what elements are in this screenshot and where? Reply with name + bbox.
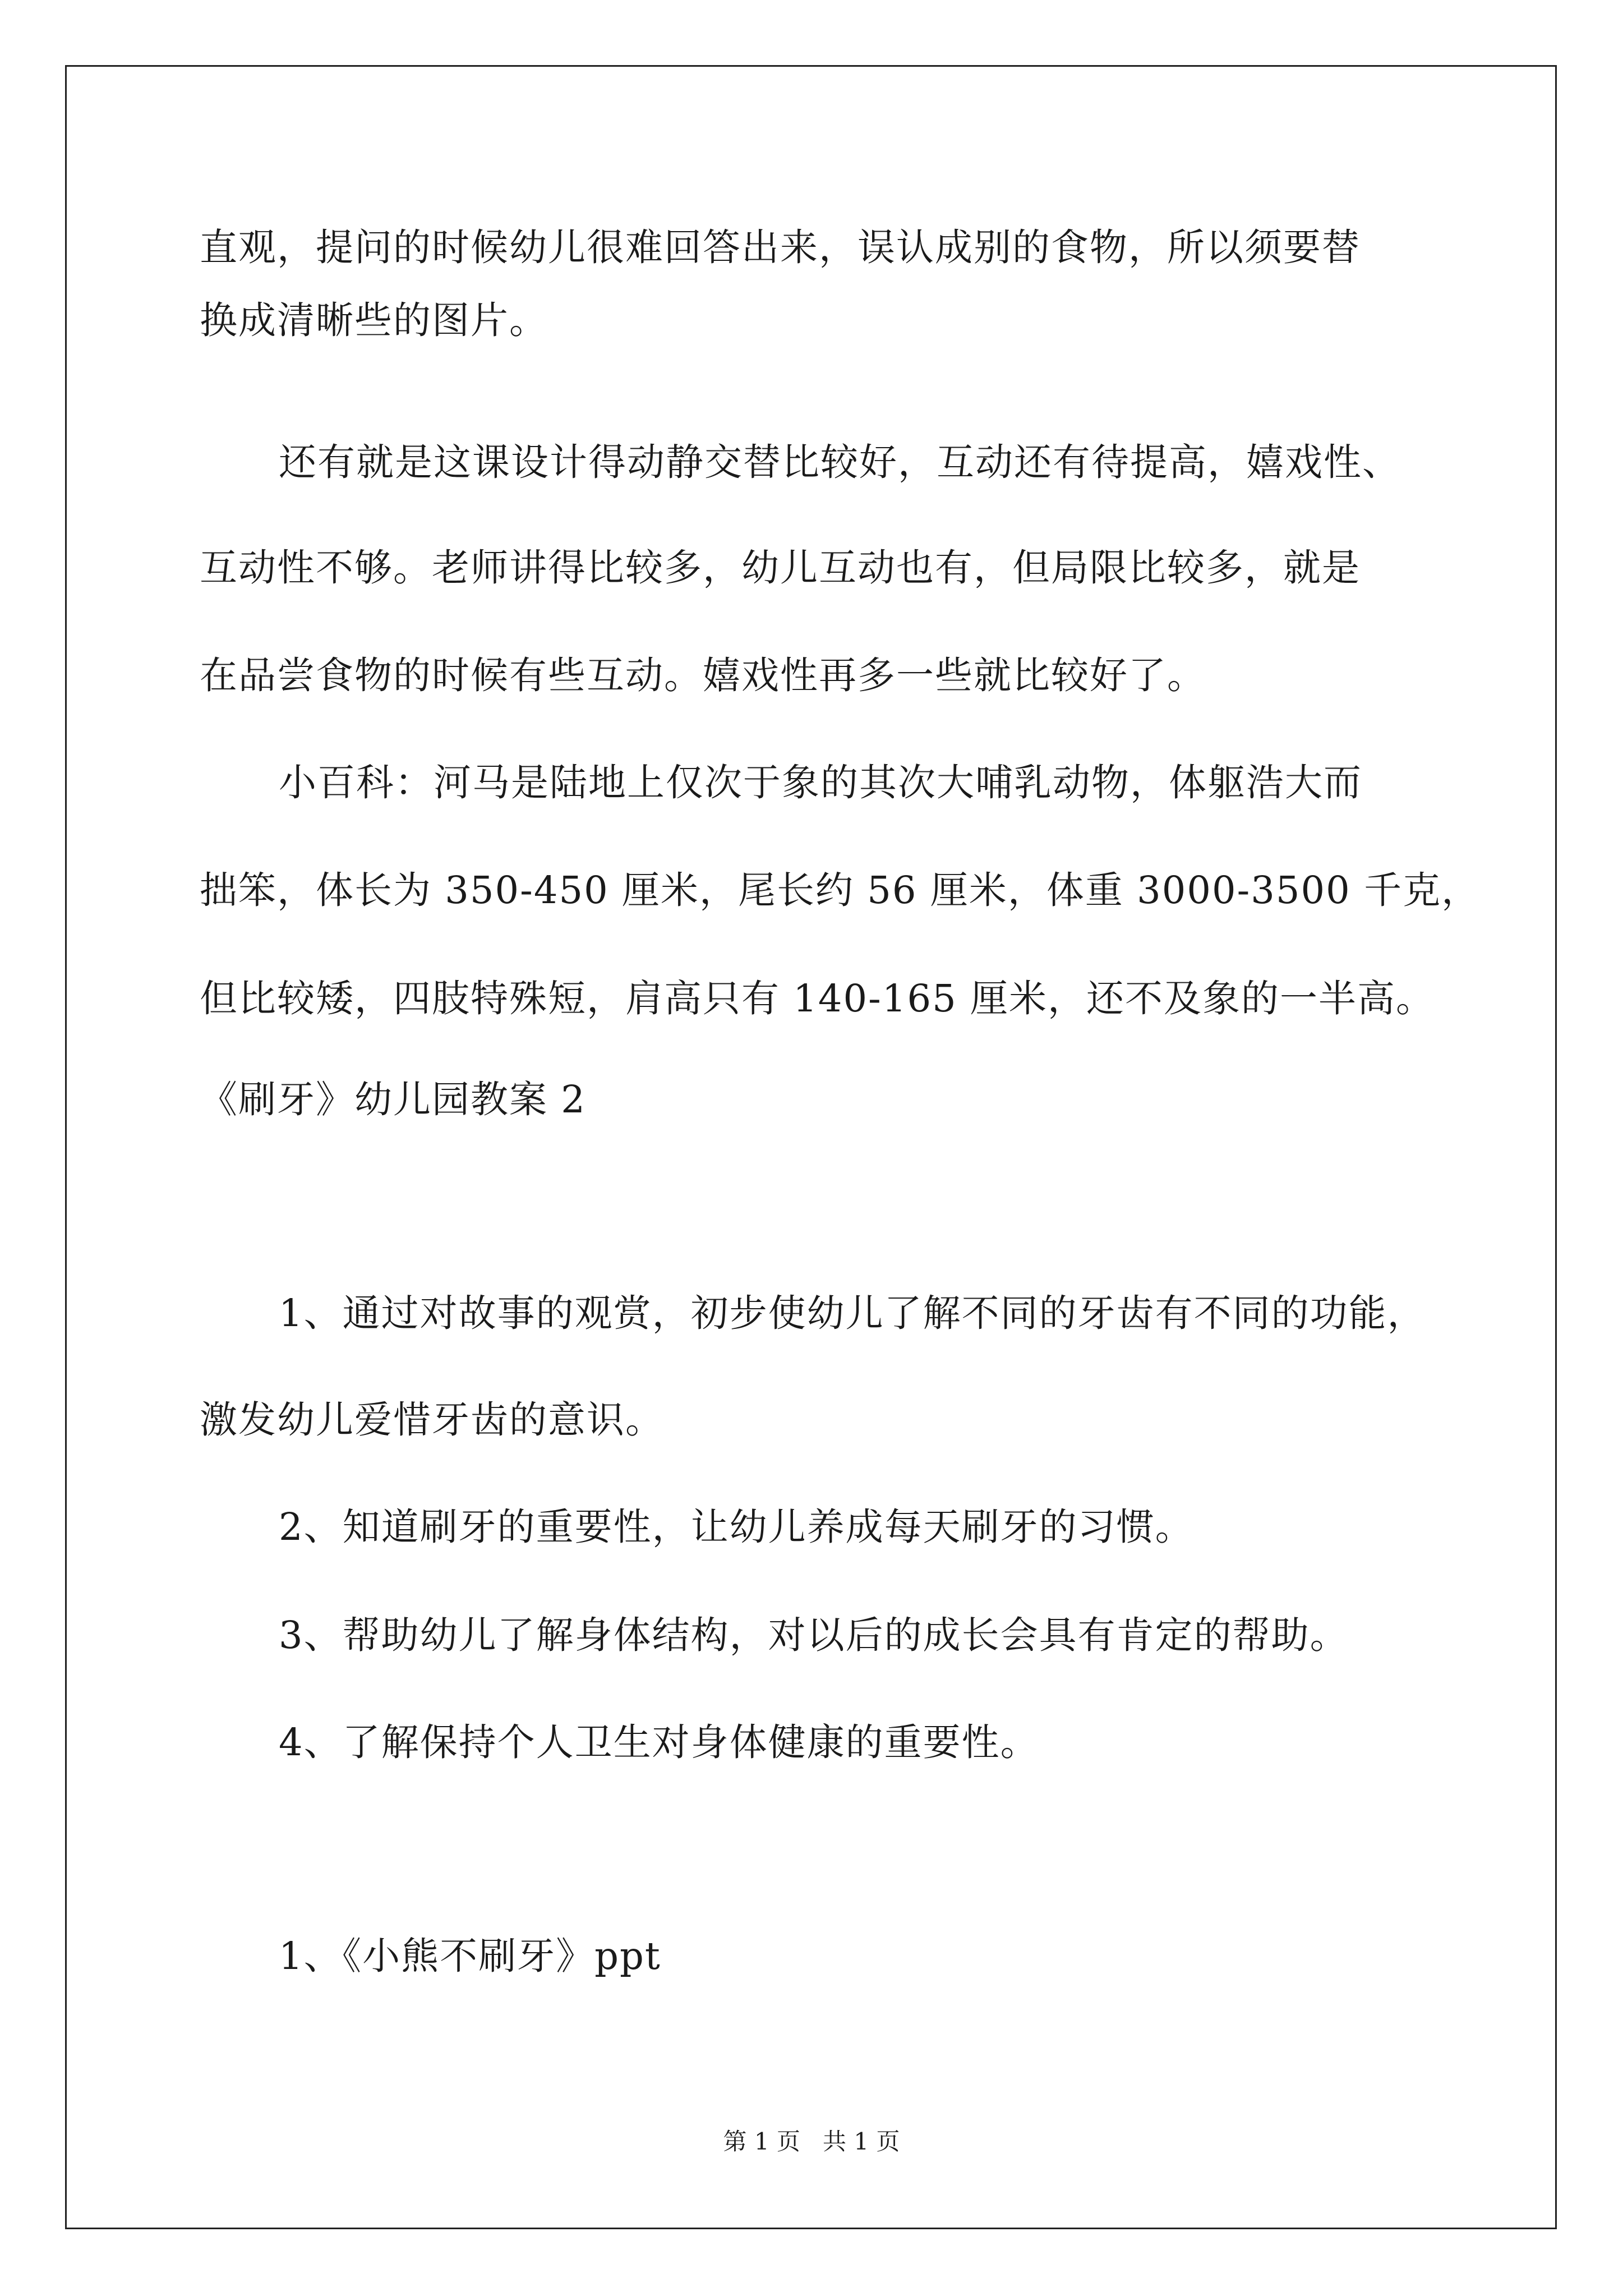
list-item: 2、知道刷牙的重要性，让幼儿养成每天刷牙的习惯。	[279, 1505, 1194, 1549]
text-line: 拙笨，体长为 350-450 厘米，尾长约 56 厘米，体重 3000-3500 千克，	[200, 868, 1481, 912]
list-item: 3、帮助幼儿了解身体结构，对以后的成长会具有肯定的帮助。	[279, 1613, 1349, 1657]
text-line: 激发幼儿爱惜牙齿的意识。	[200, 1398, 664, 1442]
text-line: 互动性不够。老师讲得比较多，幼儿互动也有，但局限比较多，就是	[200, 546, 1361, 590]
text-line: 直观，提问的时候幼儿很难回答出来，误认成别的食物，所以须要替	[200, 226, 1361, 269]
text-line: 小百科：河马是陆地上仅次于象的其次大哺乳动物，体躯浩大而	[279, 761, 1362, 804]
page-border	[65, 65, 1557, 2229]
list-item: 1、《小熊不刷牙》ppt	[279, 1934, 661, 1978]
list-item: 4、了解保持个人卫生对身体健康的重要性。	[279, 1720, 1039, 1764]
text-line: 在品尝食物的时候有些互动。嬉戏性再多一些就比较好了。	[200, 654, 1206, 697]
page-footer: 第 1 页 共 1 页	[723, 2128, 900, 2155]
section-heading: 《刷牙》幼儿园教案 2	[200, 1078, 586, 1121]
text-line: 还有就是这课设计得动静交替比较好，互动还有待提高，嬉戏性、	[279, 440, 1401, 484]
text-line: 但比较矮，四肢特殊短，肩高只有 140-165 厘米，还不及象的一半高。	[200, 977, 1435, 1020]
list-item: 1、通过对故事的观赏，初步使幼儿了解不同的牙齿有不同的功能，	[279, 1291, 1426, 1335]
text-line: 换成清晰些的图片。	[200, 298, 548, 342]
